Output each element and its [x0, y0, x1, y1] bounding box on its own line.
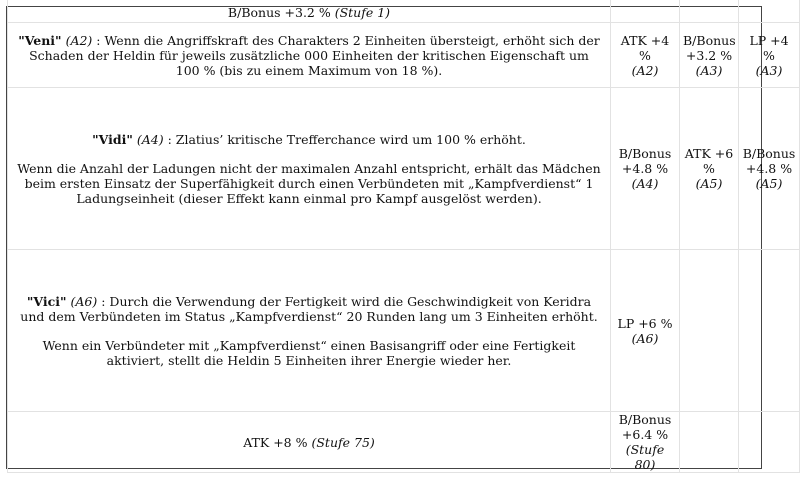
- trace-tag: (A6): [70, 293, 98, 309]
- stat-cell-a3: [680, 23, 739, 88]
- trace-text: : Zlatius’ kritische Trefferchance wird um 100 % erhöht.: [167, 131, 526, 147]
- trace-name: "Veni": [18, 32, 62, 48]
- trace-paragraph: Wenn die Anzahl der Ladungen nicht der maximalen Anzahl entspricht, erhält das Mädchen beim ersten Einsatz der Superfähigkeit durch einen Verbündeten mit „Kampfverdienst“ 1 Ladungseinheit (dieser Effekt kann einmal pro Kampf ausgelöst werden).: [17, 160, 601, 206]
- stat-cell-a3-lp: [739, 23, 800, 88]
- stat-value: ATK +6 %: [684, 146, 734, 176]
- stat-value: B/Bonus +4.8 %: [618, 146, 672, 176]
- empty-cell: [680, 250, 739, 412]
- stat-value: B/Bonus +3.2 %: [683, 32, 736, 63]
- stat-cell-a5-bonus: [739, 88, 800, 250]
- stat-value: LP +4 %: [749, 32, 789, 63]
- stat-cell-level-1: [8, 0, 611, 23]
- traces-table-frame: [6, 5, 796, 472]
- empty-cell: [680, 0, 739, 23]
- stat-tag: (A4): [631, 176, 659, 191]
- stat-value: LP +6 %: [617, 315, 673, 331]
- stat-tag: (A2): [631, 62, 659, 78]
- empty-cell: [611, 0, 680, 23]
- trace-paragraph: Wenn ein Verbündeter mit „Kampfverdienst“ einen Basisangriff oder eine Fertigkeit aktiviert, stellt die Heldin 5 Einheiten ihrer Energie wieder her.: [42, 337, 576, 368]
- traces-table: [7, 0, 800, 473]
- trace-name: "Vici": [26, 293, 67, 309]
- table-row: [8, 88, 800, 250]
- trace-name: "Vidi": [92, 131, 133, 147]
- stat-tag: (A3): [755, 62, 783, 78]
- empty-cell: [739, 412, 800, 473]
- stat-cell-a6: [611, 250, 680, 412]
- stat-value: ATK +8 %: [243, 434, 308, 450]
- stat-tag: (A6): [631, 330, 659, 346]
- trace-paragraph: [16, 294, 602, 324]
- empty-cell: [739, 0, 800, 23]
- stat-cell-a4: [611, 88, 680, 250]
- stat-value: B/Bonus +3.2 %: [227, 5, 331, 20]
- stat-tag: (Stufe 80): [625, 442, 665, 472]
- trace-paragraph: [16, 132, 602, 147]
- trace-tag: (A2): [65, 32, 93, 48]
- stat-tag: (Stufe 1): [334, 5, 391, 20]
- stat-value: B/Bonus +6.4 %: [618, 412, 672, 442]
- trace-vidi-description: [8, 88, 611, 250]
- empty-cell: [739, 250, 800, 412]
- stat-tag: (A5): [755, 176, 783, 191]
- stat-cell-a5: [680, 88, 739, 250]
- trace-text: : Wenn die Angriffskraft des Charakters 2 Einheiten übersteigt, erhöht sich der Schaden der Heldin für jeweils zusätzliche 000 Einheiten der kritischen Eigenschaft um 100 % (bis zu einem Maximum von 18 %).: [29, 32, 600, 78]
- table-row: [8, 250, 800, 412]
- stat-value: ATK +4 %: [620, 32, 670, 63]
- empty-cell: [680, 412, 739, 473]
- stat-value: B/Bonus +4.8 %: [742, 146, 796, 176]
- stat-cell-a2: [611, 23, 680, 88]
- trace-tag: (A4): [136, 131, 164, 147]
- stat-tag: (A5): [695, 176, 723, 191]
- stat-cell-level-80: [611, 412, 680, 473]
- table-row: [8, 23, 800, 88]
- table-row: [8, 412, 800, 473]
- trace-vici-description: [8, 250, 611, 412]
- stat-tag: (Stufe 75): [311, 434, 375, 450]
- stat-cell-level-75: [8, 412, 611, 473]
- trace-veni-description: [8, 23, 611, 88]
- trace-text: : Durch die Verwendung der Fertigkeit wird die Geschwindigkeit von Keridra und dem Verbündeten im Status „Kampfverdienst“ 20 Runden lang um 3 Einheiten erhöht.: [20, 293, 598, 324]
- table-row: [8, 0, 800, 23]
- stat-tag: (A3): [695, 62, 723, 78]
